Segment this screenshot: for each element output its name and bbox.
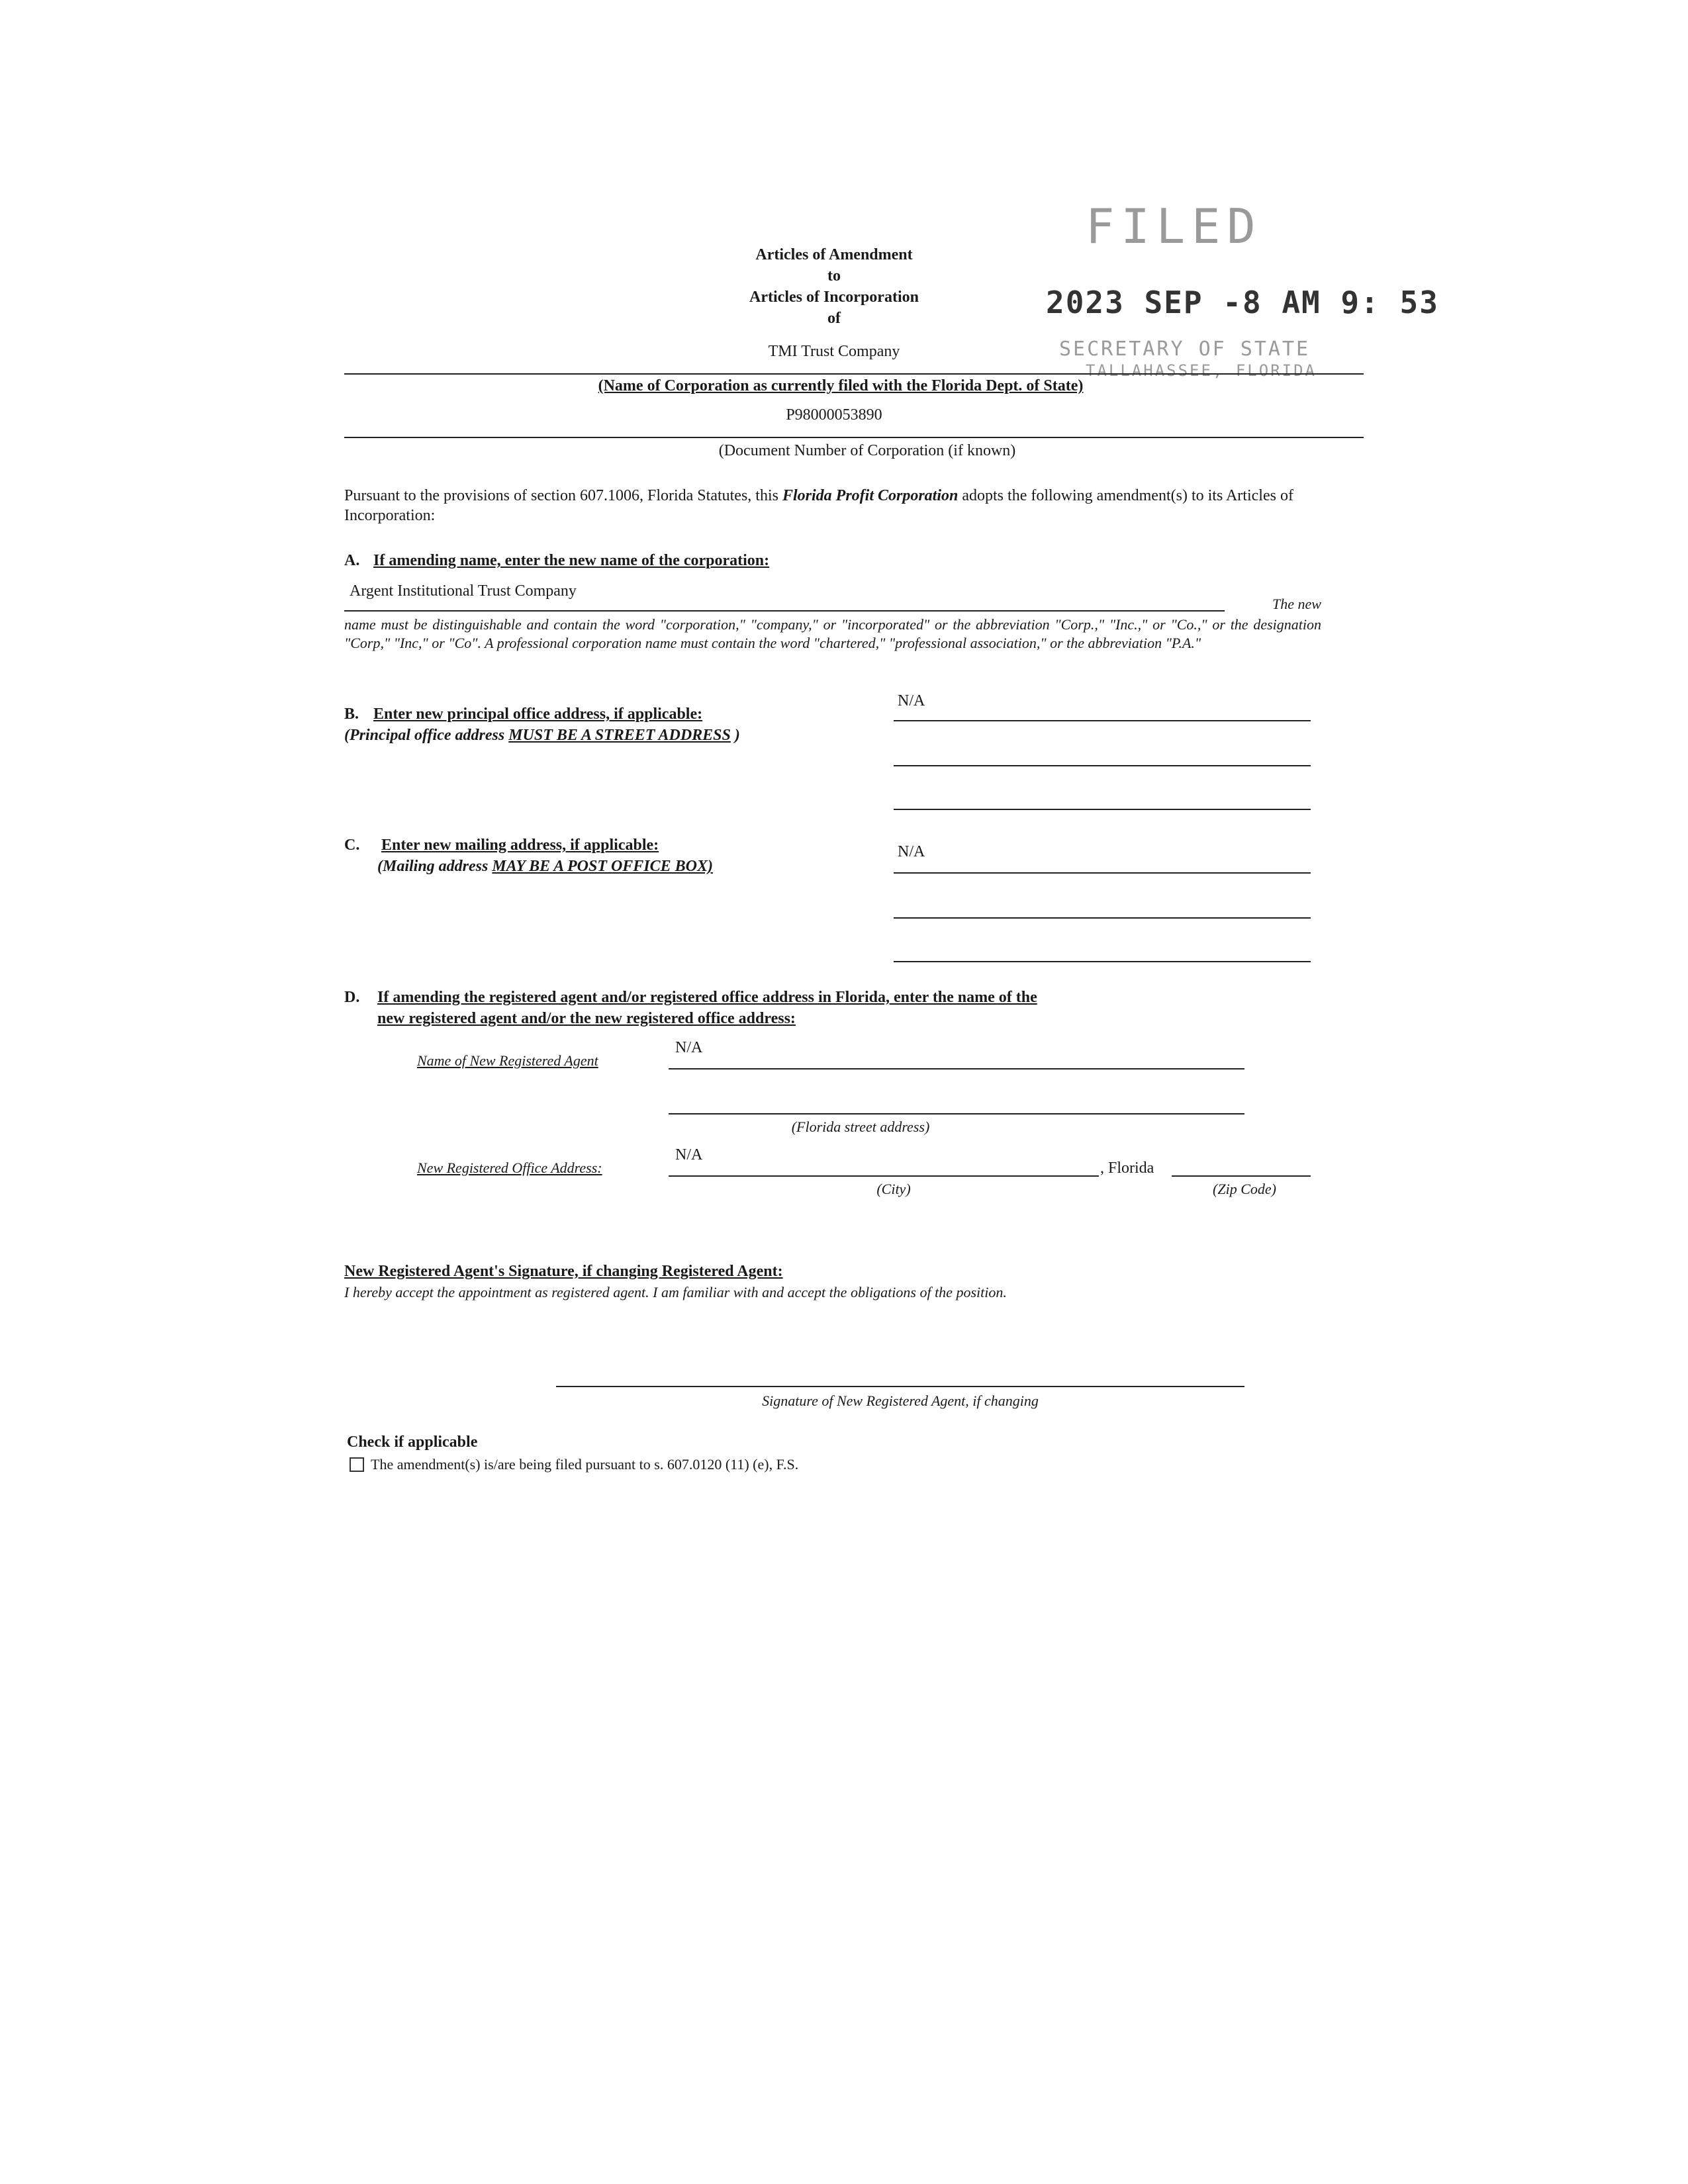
section-d-heading-line-2: new registered agent and/or the new registered office address: (377, 1010, 796, 1027)
mailing-address-value: N/A (898, 843, 925, 860)
new-corporation-name: Argent Institutional Trust Company (350, 582, 577, 600)
corporation-name-label: (Name of Corporation as currently filed with the Florida Dept. of State) (598, 377, 1084, 394)
section-b-heading: Enter new principal office address, if applicable: (373, 705, 703, 723)
principal-address-value: N/A (898, 692, 925, 709)
amendment-checkbox-label: The amendment(s) is/are being filed pursuant to s. 607.0120 (11) (e), F.S. (371, 1456, 799, 1473)
title-line-3: Articles of Incorporation (749, 289, 919, 306)
mailing-address-line-2 (894, 917, 1311, 919)
secretary-of-state-stamp: SECRETARY OF STATE (1059, 338, 1311, 361)
filed-datetime-stamp: 2023 SEP -8 AM 9: 53 (1046, 285, 1439, 320)
office-address-value: N/A (675, 1146, 703, 1163)
section-d-heading-line-1: If amending the registered agent and/or registered office address in Florida, enter the name of the (377, 989, 1037, 1006)
section-a-heading: If amending name, enter the new name of the corporation: (373, 552, 770, 569)
section-a-letter: A. (344, 552, 360, 569)
section-b-sub-before: (Principal office address (344, 727, 509, 744)
amendment-checkbox[interactable] (350, 1457, 364, 1472)
document-number-line (344, 437, 1364, 438)
signature-line[interactable] (556, 1386, 1244, 1387)
title-line-1: Articles of Amendment (755, 246, 913, 263)
section-c-sub-before: (Mailing address (377, 858, 492, 875)
florida-street-label: (Florida street address) (791, 1118, 930, 1135)
intro-text-after: adopts the following amendment(s) to its Articles of Incorporation: (344, 487, 1293, 524)
section-b-subheading (344, 727, 740, 745)
intro-corporation-type: Florida Profit Corporation (782, 487, 959, 504)
principal-address-line-1 (894, 720, 1311, 721)
corporation-name-line (344, 373, 1364, 375)
check-heading: Check if applicable (347, 1433, 478, 1451)
section-c-heading: Enter new mailing address, if applicable: (381, 837, 659, 854)
florida-street-line (669, 1113, 1244, 1115)
section-b-letter: B. (344, 705, 359, 723)
agent-name-label: Name of New Registered Agent (417, 1052, 598, 1069)
signature-line-label: Signature of New Registered Agent, if changing (762, 1392, 1039, 1409)
principal-address-line-3 (894, 809, 1311, 810)
name-requirement-note: name must be distinguishable and contain the word "corporation," "company," or "incorporated" or the abbreviation "Corp.," "Inc.," or "Co.," or the designation "Corp," "Inc," or "Co". A professional corporation name must contain the word "chartered," "professional association," or the abbreviation "P.A." (344, 616, 1321, 651)
section-b-sub-after: ) (730, 727, 740, 744)
filed-stamp: FILED (1086, 199, 1262, 254)
principal-address-line-2 (894, 765, 1311, 766)
title-line-2: to (827, 267, 841, 285)
mailing-address-line-1 (894, 872, 1311, 874)
section-c-letter: C. (344, 837, 360, 854)
agent-name-line (669, 1068, 1244, 1069)
title-line-4: of (827, 310, 841, 327)
acceptance-statement: I hereby accept the appointment as registered agent. I am familiar with and accept the obligations of the position. (344, 1284, 1007, 1300)
florida-text: , Florida (1100, 1160, 1154, 1177)
tallahassee-stamp: TALLAHASSEE, FLORIDA (1086, 361, 1317, 380)
document-number-label: (Document Number of Corporation (if known) (718, 442, 1016, 459)
city-line (669, 1175, 1099, 1177)
section-d-letter: D. (344, 989, 360, 1006)
city-label: (City) (876, 1181, 911, 1197)
zip-line (1172, 1175, 1311, 1177)
signature-heading: New Registered Agent's Signature, if changing Registered Agent: (344, 1263, 783, 1280)
intro-text-before: Pursuant to the provisions of section 607.1006, Florida Statutes, this (344, 487, 782, 504)
new-name-line (344, 610, 1225, 612)
document-number: P98000053890 (786, 406, 882, 424)
po-box-allowance: MAY BE A POST OFFICE BOX) (492, 858, 714, 875)
name-note-lead: The new (1272, 596, 1321, 612)
corporation-name: TMI Trust Company (768, 343, 900, 360)
agent-name-value: N/A (675, 1039, 703, 1056)
section-c-subheading (377, 858, 713, 876)
zip-code-label: (Zip Code) (1213, 1181, 1276, 1197)
office-address-label: New Registered Office Address: (417, 1160, 602, 1176)
street-address-requirement: MUST BE A STREET ADDRESS (508, 727, 731, 744)
intro-paragraph (344, 486, 1370, 525)
mailing-address-line-3 (894, 961, 1311, 962)
